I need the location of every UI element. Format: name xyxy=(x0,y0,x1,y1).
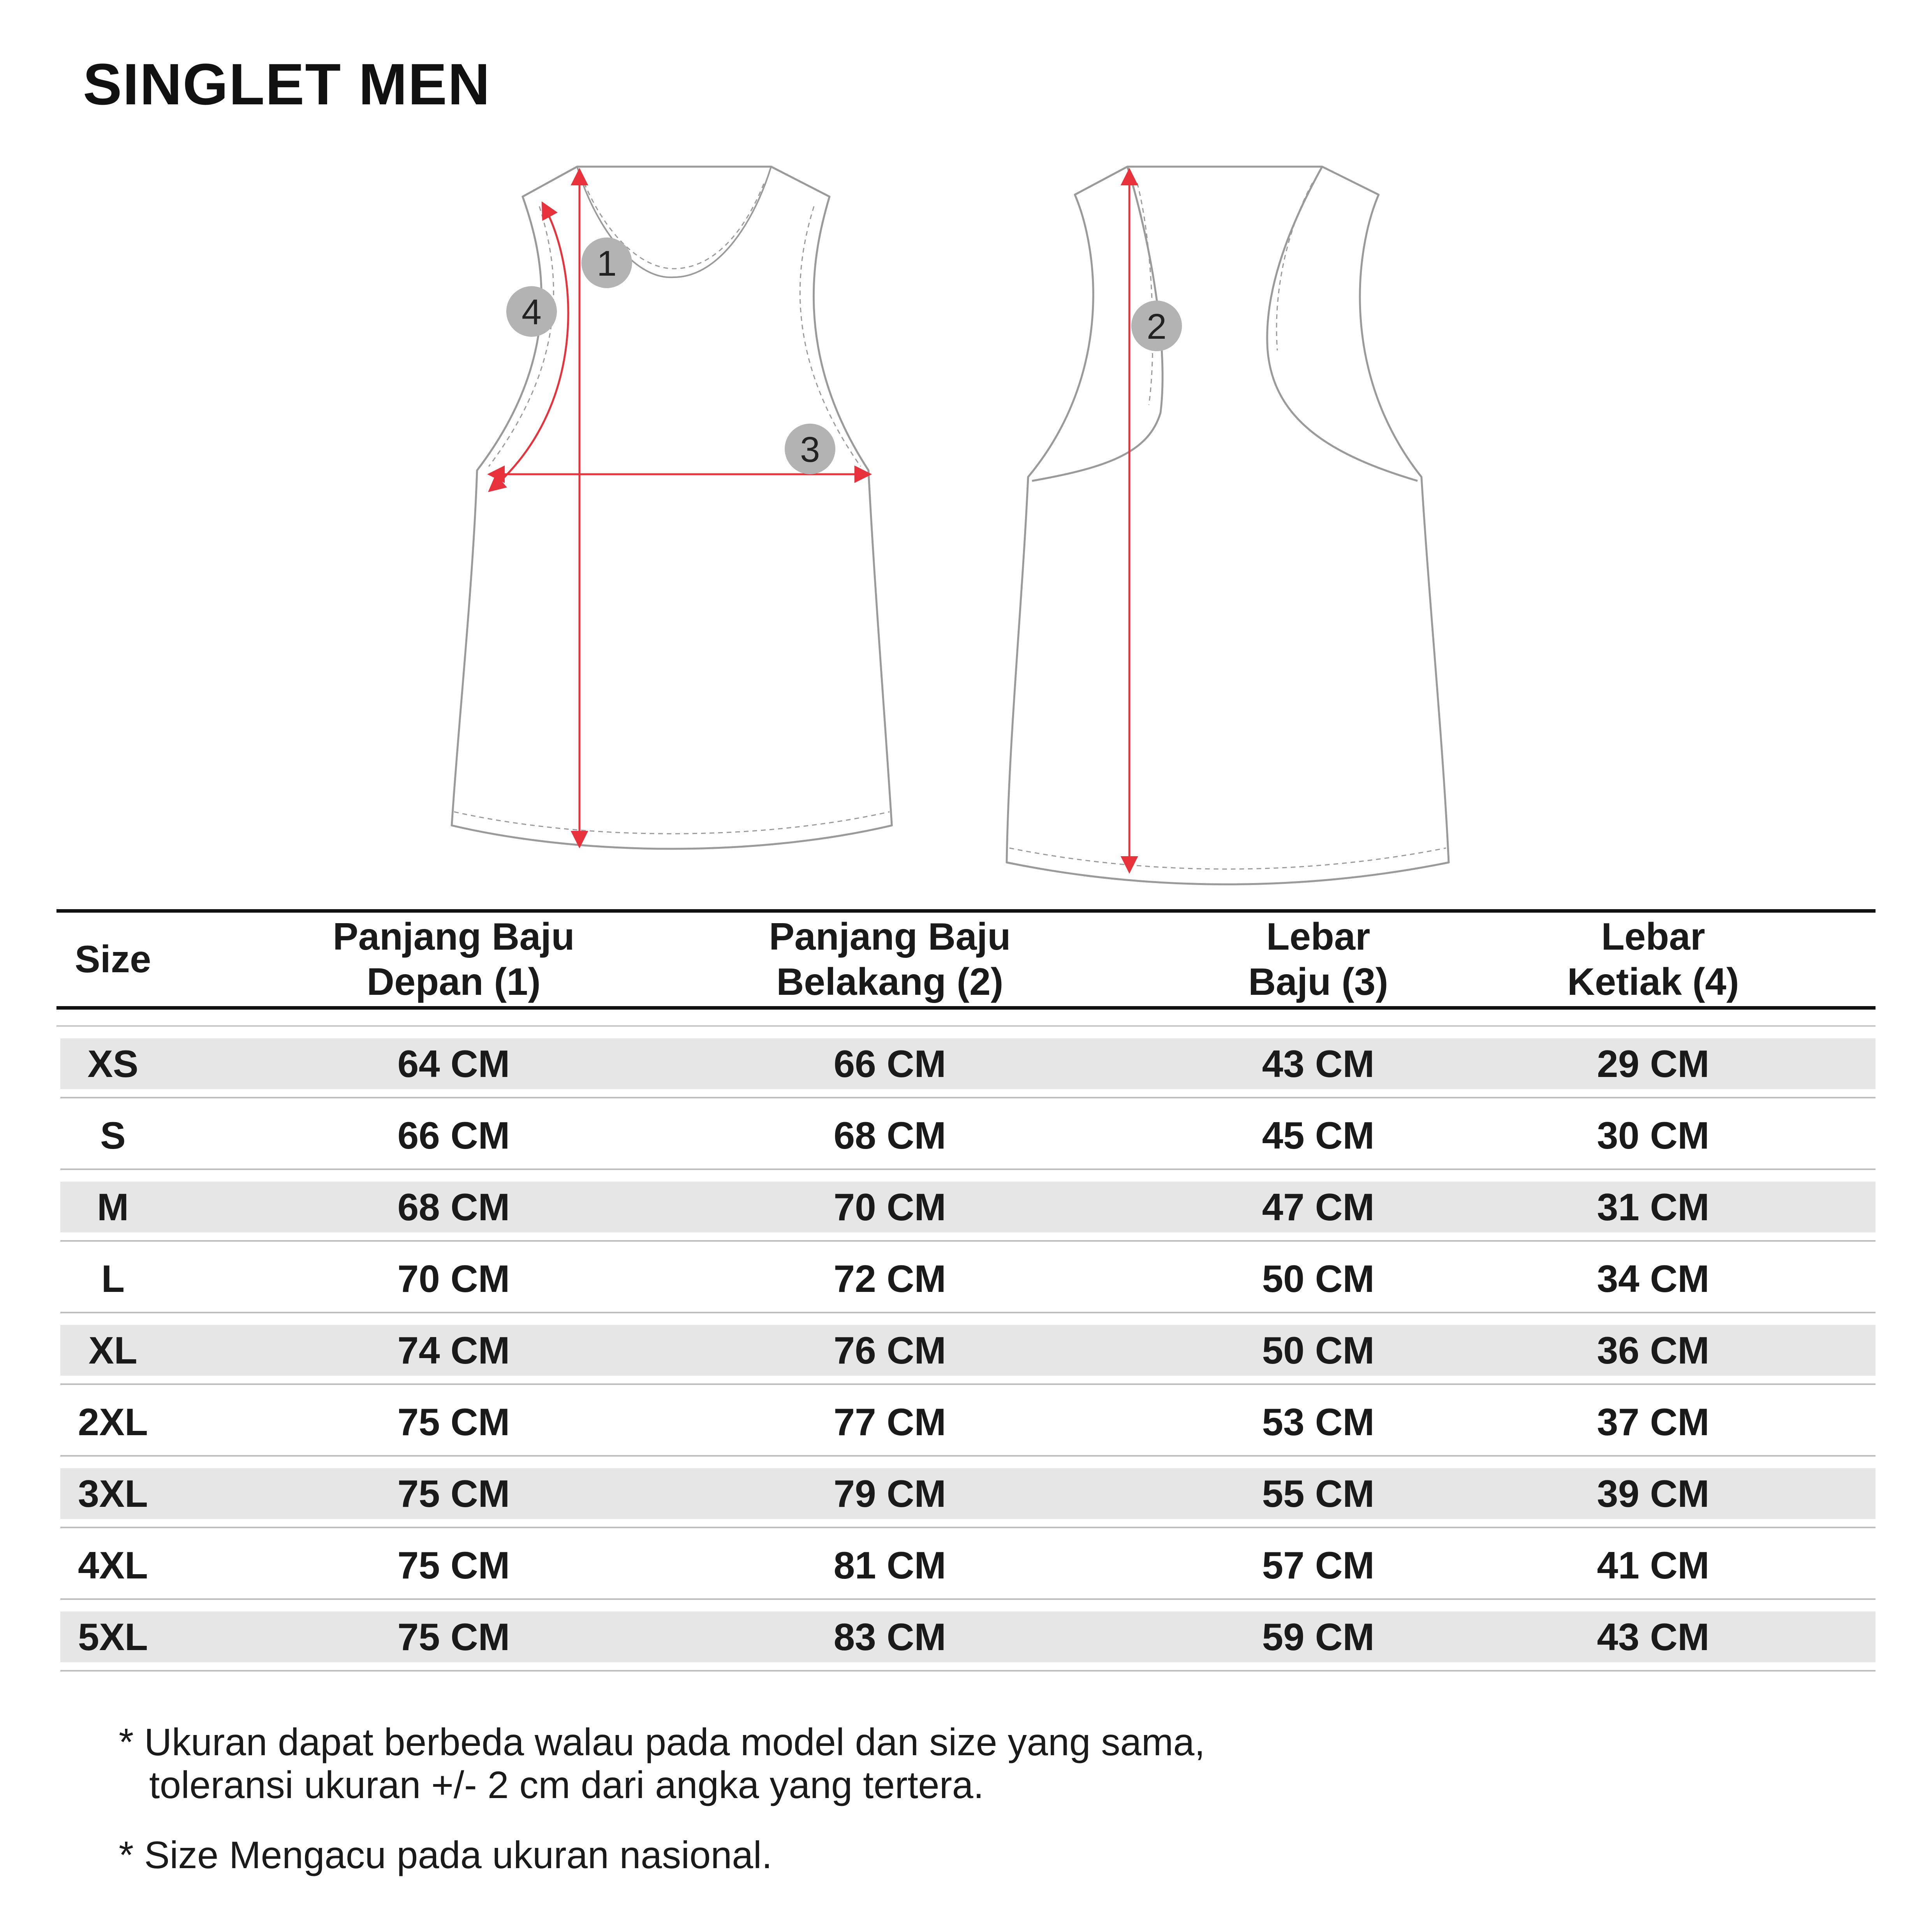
value-cell: 39 CM xyxy=(1597,1472,1710,1515)
value-cell: 43 CM xyxy=(1262,1042,1375,1085)
value-cell: 72 CM xyxy=(833,1257,946,1300)
value-cell: 81 CM xyxy=(833,1543,946,1587)
marker-3 xyxy=(785,424,835,474)
front-singlet-outline xyxy=(452,167,892,849)
value-cell: 43 CM xyxy=(1597,1615,1710,1658)
table-row xyxy=(56,1457,1876,1528)
svg-text:4: 4 xyxy=(521,292,542,332)
size-cell: XS xyxy=(87,1042,139,1085)
header-lebar-baju: Lebar Baju (3) xyxy=(1248,915,1388,1003)
header-lebar-ketiak: Lebar Ketiak (4) xyxy=(1567,915,1739,1003)
value-cell: 79 CM xyxy=(833,1472,946,1515)
value-cell: 45 CM xyxy=(1262,1114,1375,1157)
value-cell: 64 CM xyxy=(397,1042,510,1085)
value-cell: 50 CM xyxy=(1262,1257,1375,1300)
table-row xyxy=(56,1027,1876,1098)
table-row xyxy=(56,1170,1876,1242)
size-cell: S xyxy=(100,1114,126,1157)
value-cell: 66 CM xyxy=(833,1042,946,1085)
page-title: SINGLET MEN xyxy=(83,51,491,117)
header-panjang-depan: Panjang Baju Depan (1) xyxy=(333,915,575,1003)
header-separator xyxy=(56,1010,1876,1027)
value-cell: 70 CM xyxy=(397,1257,510,1300)
value-cell: 75 CM xyxy=(397,1543,510,1587)
value-cell: 83 CM xyxy=(833,1615,946,1658)
footnotes xyxy=(119,1721,1205,1904)
marker-2 xyxy=(1131,301,1182,351)
value-cell: 66 CM xyxy=(397,1114,510,1157)
value-cell: 41 CM xyxy=(1597,1543,1710,1587)
size-chart-table xyxy=(56,909,1876,1672)
table-header xyxy=(56,909,1876,1010)
table-row xyxy=(56,1313,1876,1385)
svg-text:3: 3 xyxy=(800,430,820,470)
svg-text:1: 1 xyxy=(597,244,617,283)
note-tolerance xyxy=(119,1721,1205,1807)
back-singlet-outline xyxy=(1007,167,1449,884)
value-cell: 68 CM xyxy=(833,1114,946,1157)
value-cell: 30 CM xyxy=(1597,1114,1710,1157)
table-row xyxy=(56,1528,1876,1600)
value-cell: 53 CM xyxy=(1262,1400,1375,1443)
size-cell: 5XL xyxy=(78,1615,148,1658)
value-cell: 29 CM xyxy=(1597,1042,1710,1085)
value-cell: 68 CM xyxy=(397,1185,510,1228)
value-cell: 59 CM xyxy=(1262,1615,1375,1658)
table-row xyxy=(56,1242,1876,1313)
value-cell: 57 CM xyxy=(1262,1543,1375,1587)
note-line: * Size Mengacu pada ukuran nasional. xyxy=(119,1833,773,1876)
size-cell: XL xyxy=(88,1328,137,1372)
value-cell: 75 CM xyxy=(397,1472,510,1515)
value-cell: 55 CM xyxy=(1262,1472,1375,1515)
size-cell: L xyxy=(101,1257,125,1300)
table-row xyxy=(56,1600,1876,1672)
singlet-measurement-diagram xyxy=(0,148,1932,888)
value-cell: 70 CM xyxy=(833,1185,946,1228)
size-cell: M xyxy=(97,1185,129,1228)
size-cell: 2XL xyxy=(78,1400,148,1443)
marker-4 xyxy=(506,286,557,337)
size-cell: 3XL xyxy=(78,1472,148,1515)
value-cell: 36 CM xyxy=(1597,1328,1710,1372)
value-cell: 75 CM xyxy=(397,1400,510,1443)
value-cell: 31 CM xyxy=(1597,1185,1710,1228)
value-cell: 34 CM xyxy=(1597,1257,1710,1300)
header-size: Size xyxy=(74,938,151,981)
marker-1 xyxy=(581,238,632,288)
table-row xyxy=(56,1098,1876,1170)
header-panjang-belakang: Panjang Baju Belakang (2) xyxy=(769,915,1011,1003)
svg-text:2: 2 xyxy=(1147,307,1167,347)
note-line: * Ukuran dapat berbeda walau pada model dan size yang sama, xyxy=(119,1721,1205,1763)
table-row xyxy=(56,1385,1876,1457)
value-cell: 50 CM xyxy=(1262,1328,1375,1372)
note-national-size xyxy=(119,1834,1205,1877)
value-cell: 37 CM xyxy=(1597,1400,1710,1443)
value-cell: 74 CM xyxy=(397,1328,510,1372)
note-line: toleransi ukuran +/- 2 cm dari angka yang tertera. xyxy=(149,1763,984,1806)
value-cell: 75 CM xyxy=(397,1615,510,1658)
size-cell: 4XL xyxy=(78,1543,148,1587)
value-cell: 76 CM xyxy=(833,1328,946,1372)
value-cell: 77 CM xyxy=(833,1400,946,1443)
value-cell: 47 CM xyxy=(1262,1185,1375,1228)
